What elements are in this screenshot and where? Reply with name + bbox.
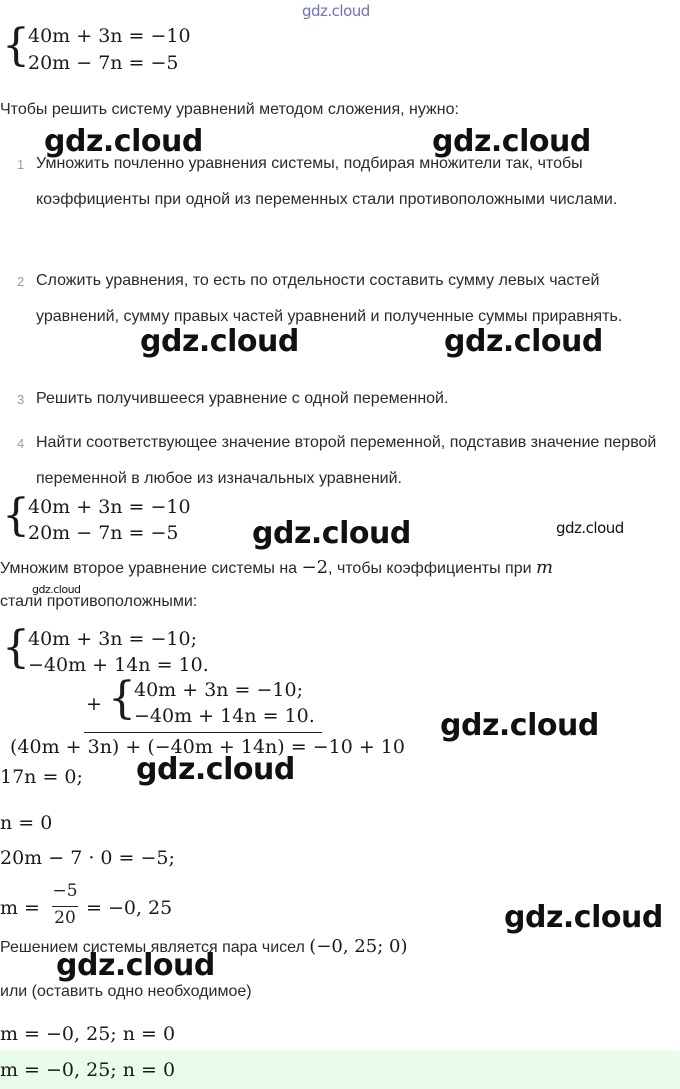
watermark: gdz.cloud bbox=[444, 324, 603, 359]
step-number: 4 bbox=[17, 436, 25, 451]
system3-eq2: −40m + 14n = 10. bbox=[28, 654, 209, 676]
system1-eq2: 20m − 7n = −5 bbox=[28, 52, 179, 74]
multiply-text-a: Умножим второе уравнение системы на bbox=[0, 560, 302, 577]
watermark: gdz.cloud bbox=[140, 324, 299, 359]
fraction-denominator: 20 bbox=[54, 908, 76, 926]
watermark: gdz.cloud bbox=[252, 516, 411, 551]
addition-line bbox=[84, 732, 322, 733]
fraction-numerator: −5 bbox=[52, 881, 78, 901]
intro-text: Чтобы решить систему уравнений методом сложения, нужно: bbox=[0, 101, 459, 118]
system2-eq2: 20m − 7n = −5 bbox=[28, 522, 179, 544]
watermark: gdz.cloud bbox=[440, 708, 599, 743]
multiply-factor: −2 bbox=[301, 557, 329, 578]
step-text: Умножить почленно уравнения системы, подбирая множители так, чтобы коэффициенты при одной из переменных стали противоположными числами. bbox=[36, 155, 618, 208]
result-m-rhs: = −0, 25 bbox=[86, 897, 173, 919]
system-brace: { bbox=[108, 673, 136, 724]
step-number: 1 bbox=[17, 157, 25, 172]
watermark: gdz.cloud bbox=[32, 583, 81, 596]
step-text: Решить получившееся уравнение с одной переменной. bbox=[36, 390, 449, 407]
system-brace: { bbox=[2, 622, 30, 673]
system2-eq1: 40m + 3n = −10 bbox=[28, 496, 191, 518]
multiply-text bbox=[0, 557, 553, 578]
system3-eq1: 40m + 3n = −10; bbox=[28, 628, 198, 650]
addition-eq1: 40m + 3n = −10; bbox=[134, 679, 304, 701]
result-17n: 17n = 0; bbox=[0, 766, 83, 788]
multiply-text-b: , чтобы коэффициенты при bbox=[328, 560, 536, 577]
or-text: или (оставить одно необходимое) bbox=[0, 983, 252, 1000]
final-answer-2: m = −0, 25; n = 0 bbox=[0, 1059, 176, 1081]
final-answer-1: m = −0, 25; n = 0 bbox=[0, 1023, 176, 1045]
step-text: Найти соответствующее значение второй переменной, подставив значение первой переменной в любое из изначальных уравнений. bbox=[36, 434, 657, 487]
watermark: gdz.cloud bbox=[556, 519, 624, 537]
watermark: gdz.cloud bbox=[44, 124, 203, 159]
system-brace: { bbox=[2, 20, 30, 71]
step-number: 3 bbox=[17, 392, 25, 407]
watermark: gdz.cloud bbox=[432, 124, 591, 159]
system1-eq1: 40m + 3n = −10 bbox=[28, 25, 191, 47]
solution-pair: (−0, 25; 0) bbox=[309, 936, 408, 957]
fraction-bar bbox=[52, 906, 78, 907]
solution-label: Решением системы является пара чисел bbox=[0, 939, 310, 956]
step-number: 2 bbox=[17, 274, 25, 289]
addition-eq2: −40m + 14n = 10. bbox=[134, 705, 315, 727]
step-text: Сложить уравнения, то есть по отдельности составить сумму левых частей уравнений, сумму правых частей уравнений и полученные суммы приравнять. bbox=[36, 272, 623, 325]
addition-plus: + bbox=[86, 693, 102, 715]
watermark-top: gdz.cloud bbox=[302, 2, 370, 20]
result-m-lhs: m = bbox=[0, 897, 40, 919]
addition-sum: (40m + 3n) + (−40m + 14n) = −10 + 10 bbox=[10, 736, 405, 758]
result-n: n = 0 bbox=[0, 812, 53, 834]
watermark: gdz.cloud bbox=[504, 900, 663, 935]
result-substitution: 20m − 7 · 0 = −5; bbox=[0, 847, 175, 869]
watermark: gdz.cloud bbox=[136, 752, 295, 787]
system-brace: { bbox=[2, 490, 30, 541]
multiply-text-c: стали противоположными: bbox=[0, 593, 198, 610]
multiply-var: m bbox=[536, 557, 554, 578]
watermark: gdz.cloud bbox=[56, 948, 215, 983]
